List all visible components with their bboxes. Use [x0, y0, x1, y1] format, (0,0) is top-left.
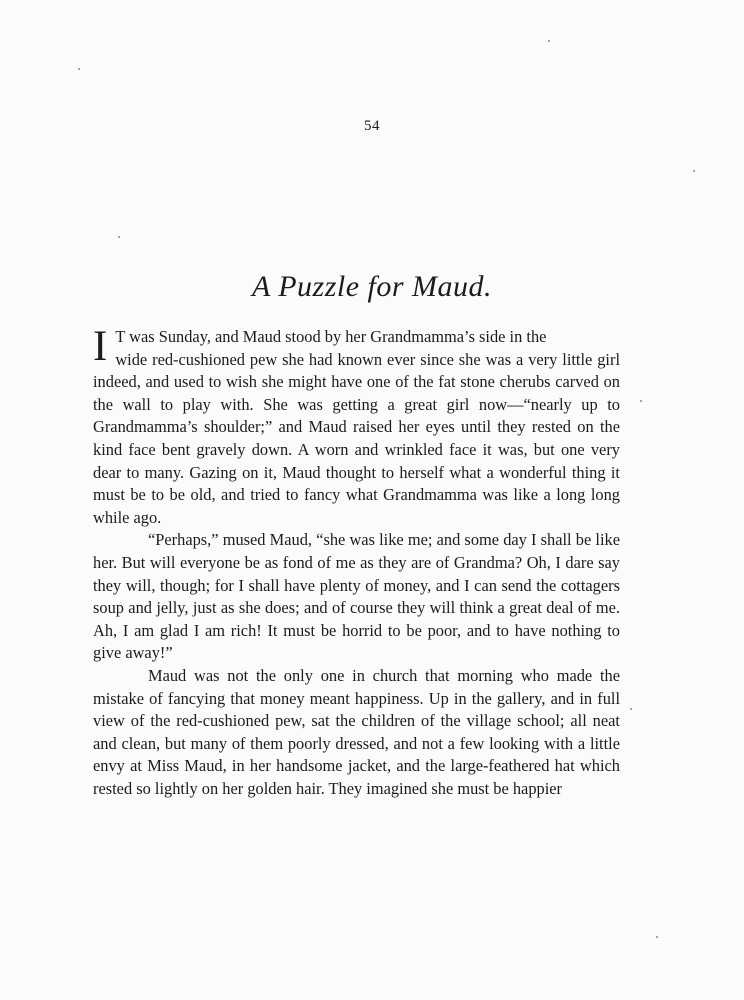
paragraph-1-first-line: T was Sunday, and Maud stood by her Grandmamma’s side in the [115, 327, 547, 346]
scan-speck [78, 68, 80, 70]
story-title: A Puzzle for Maud. [251, 270, 493, 303]
paragraph-2: “Perhaps,” mused Maud, “she was like me; and some day I shall be like her. But will everyone be as fond of me as they are of Grandma? Oh, I dare say they will, though; for I shall have plenty of money, and I can send the cottagers soup and jelly, just as she does; and of course they will think a great deal of me. Ah, I am glad I am rich! It must be horrid to be poor, and to have nothing to give away!” [93, 530, 620, 663]
scan-speck [640, 400, 642, 402]
scan-speck [548, 40, 550, 42]
scan-speck [656, 936, 658, 938]
scan-speck [693, 170, 695, 172]
paragraph-1 [93, 323, 620, 529]
page-number: 54 [364, 118, 380, 134]
drop-cap: I [93, 323, 108, 370]
scan-speck [118, 236, 120, 238]
paragraph-1-text: wide red-cushioned pew she had known ever since she was a very little girl indeed, and used to wish she might have one of the fat stone cherubs carved on the wall to play with. She was getting a great girl now—“nearly up to Grandmamma’s shoulder;” and Maud raised her eyes until they rested on the kind face bent gravely down. A worn and wrinkled face it was, but one very dear to many. Gazing on it, Maud thought to herself what a wonderful thing it must be to be old, and tried to fancy what Grandmamma was like a long long while ago. [93, 349, 620, 527]
paragraph-3: Maud was not the only one in church that morning who made the mistake of fancying that money meant happiness. Up in the gallery, and in full view of the red-cushioned pew, sat the children of the village school; all neat and clean, but many of them poorly dressed, and not a few looking with a little envy at Miss Maud, in her handsome jacket, and the large-feathered hat which rested so lightly on her golden hair. They imagined she must be happier [93, 665, 620, 798]
story-body [93, 323, 620, 800]
scan-speck [630, 708, 632, 710]
